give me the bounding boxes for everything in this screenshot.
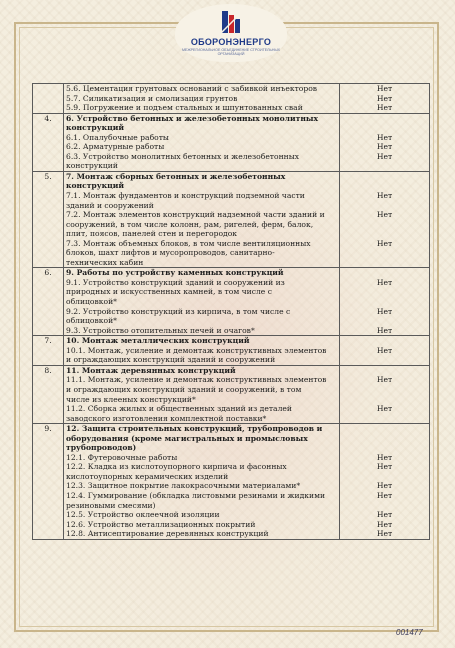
- section-heading: 9. Работы по устройству каменных конструкций: [66, 268, 284, 278]
- work-item-text: и ограждающих конструкций зданий и сооружений, в том: [66, 384, 302, 394]
- work-item-text: 6.2. Арматурные работы: [66, 142, 165, 152]
- row-number: 4.: [33, 113, 64, 171]
- table-row: [33, 336, 430, 366]
- work-item-text: 7.3. Монтаж объемных блоков, в том числе вентиляционных: [66, 238, 311, 248]
- status-value: Нет: [376, 375, 393, 385]
- section-heading: оборудования (кроме магистральных и промысловых: [66, 433, 308, 443]
- status-value: Нет: [376, 529, 393, 539]
- row-number: 5.: [33, 171, 64, 267]
- status-value: Нет: [376, 404, 393, 414]
- row-number: 7.: [33, 336, 64, 366]
- work-types-table: [32, 83, 430, 540]
- work-item-text: 7.2. Монтаж элементов конструкций надземной части зданий и: [66, 210, 325, 220]
- work-item-text: 6.3. Устройство монолитных бетонных и железобетонных: [66, 151, 300, 161]
- section-heading: 10. Монтаж металлических конструкций: [66, 336, 250, 346]
- work-description: [64, 336, 340, 366]
- status-value: Нет: [376, 191, 393, 201]
- status-value: Нет: [376, 325, 393, 335]
- work-item-text: 5.6. Цементация грунтовых оснований с забивкой инъекторов: [66, 84, 318, 93]
- work-item-text: 9.1. Устройство конструкций зданий и сооружений из: [66, 277, 285, 287]
- logo-subtitle: МЕЖРЕГИОНАЛЬНОЕ ОБЪЕДИНЕНИЕ СТРОИТЕЛЬНЫХ ОРГАНИЗАЦИЙ: [181, 48, 281, 56]
- status-value: Нет: [376, 238, 393, 248]
- table-row: [33, 171, 430, 267]
- status-value: Нет: [376, 452, 393, 462]
- status-column: [340, 424, 430, 540]
- status-column: [340, 84, 430, 114]
- work-item-text: резиновыми смесями): [66, 500, 156, 510]
- status-value: Нет: [376, 519, 393, 529]
- table-row: [33, 424, 430, 540]
- section-heading: 7. Монтаж сборных бетонных и железобетонных: [66, 171, 286, 181]
- building-logo-icon: [219, 9, 243, 35]
- work-item-text: 7.1. Монтаж фундаментов и конструкций подземной части: [66, 191, 305, 201]
- work-description: [64, 424, 340, 540]
- status-value: Нет: [376, 84, 393, 93]
- serial-number: 001477: [396, 628, 423, 637]
- work-item-text: 12.1. Футеровочные работы: [66, 452, 178, 462]
- table-row: [33, 268, 430, 336]
- status-value: Нет: [376, 103, 393, 113]
- status-column: [340, 171, 430, 267]
- work-item-text: технических кабин: [66, 257, 144, 267]
- row-number: 8.: [33, 365, 64, 423]
- work-item-text: кислотоупорных керамических изделий: [66, 471, 229, 481]
- work-item-text: 5.9. Погружение и подъем стальных и шпунтованных свай: [66, 103, 303, 113]
- work-description: [64, 113, 340, 171]
- status-value: Нет: [376, 481, 393, 491]
- work-item-text: 11.1. Монтаж, усиление и демонтаж конструктивных элементов: [66, 375, 327, 385]
- work-item-text: облицовкой*: [66, 297, 117, 307]
- work-item-text: сооружений, в том числе колонн, рам, ригелей, ферм, балок,: [66, 219, 314, 229]
- work-item-text: 12.5. Устройство оклеечной изоляции: [66, 510, 220, 520]
- work-item-text: 12.8. Антисептирование деревянных конструкций: [66, 529, 269, 539]
- section-heading: 11. Монтаж деревянных конструкций: [66, 365, 236, 375]
- row-number: 9.: [33, 424, 64, 540]
- table-row: [33, 84, 430, 114]
- work-item-text: 5.7. Силикатизация и смолизация грунтов: [66, 93, 238, 103]
- status-value: Нет: [376, 345, 393, 355]
- work-item-text: 6.1. Опалубочные работы: [66, 132, 169, 142]
- status-value: Нет: [376, 142, 393, 152]
- work-item-text: блоков, шахт лифтов и мусоропроводов, санитарно-: [66, 248, 275, 258]
- status-value: Нет: [376, 93, 393, 103]
- work-item-text: 12.4. Гуммирование (обкладка листовыми резинами и жидкими: [66, 490, 326, 500]
- work-description: [64, 268, 340, 336]
- section-heading: конструкций: [66, 123, 124, 133]
- work-item-text: плит, поясов, панелей стен и перегородок: [66, 229, 238, 239]
- status-value: Нет: [376, 277, 393, 287]
- work-item-text: облицовкой*: [66, 316, 117, 326]
- status-column: [340, 113, 430, 171]
- section-heading: трубопроводов): [66, 443, 137, 453]
- work-item-text: 11.2. Сборка жилых и общественных зданий из деталей: [66, 404, 292, 414]
- work-item-text: заводского изготовления комплектной поставки*: [66, 413, 267, 423]
- section-heading: 6. Устройство бетонных и железобетонных монолитных: [66, 113, 319, 123]
- table-row: [33, 113, 430, 171]
- logo-name: ОБОРОНЭНЕРГО: [190, 37, 272, 47]
- work-item-text: 9.3. Устройство отопительных печей и очагов*: [66, 325, 255, 335]
- work-item-text: и ограждающих конструкций зданий и сооружений: [66, 355, 276, 365]
- work-item-text: 12.2. Кладка из кислотоупорного кирпича и фасонных: [66, 462, 287, 472]
- row-number: [33, 84, 64, 114]
- work-description: [64, 84, 340, 114]
- status-value: Нет: [376, 151, 393, 161]
- work-item-text: числе из клееных конструкций*: [66, 394, 196, 404]
- status-value: Нет: [376, 462, 393, 472]
- section-heading: 12. Защита строительных конструкций, трубопроводов и: [66, 424, 323, 434]
- work-item-text: конструкций: [66, 161, 118, 171]
- work-item-text: зданий и сооружений: [66, 200, 154, 210]
- oboronenergo-logo: [175, 4, 287, 62]
- work-item-text: 12.6. Устройство металлизационных покрытий: [66, 519, 256, 529]
- section-heading: конструкций: [66, 181, 124, 191]
- work-item-text: 12.3. Защитное покрытие лакокрасочными материалами*: [66, 481, 301, 491]
- work-description: [64, 171, 340, 267]
- row-number: 6.: [33, 268, 64, 336]
- work-item-text: природных и искусственных камней, в том числе с: [66, 287, 272, 297]
- table-row: [33, 365, 430, 423]
- status-column: [340, 268, 430, 336]
- work-item-text: 10.1. Монтаж, усиление и демонтаж конструктивных элементов: [66, 345, 327, 355]
- status-value: Нет: [376, 490, 393, 500]
- status-column: [340, 365, 430, 423]
- status-value: Нет: [376, 306, 393, 316]
- status-value: Нет: [376, 510, 393, 520]
- status-column: [340, 336, 430, 366]
- work-item-text: 9.2. Устройство конструкций из кирпича, в том числе с: [66, 306, 291, 316]
- status-value: Нет: [376, 132, 393, 142]
- status-value: Нет: [376, 210, 393, 220]
- work-description: [64, 365, 340, 423]
